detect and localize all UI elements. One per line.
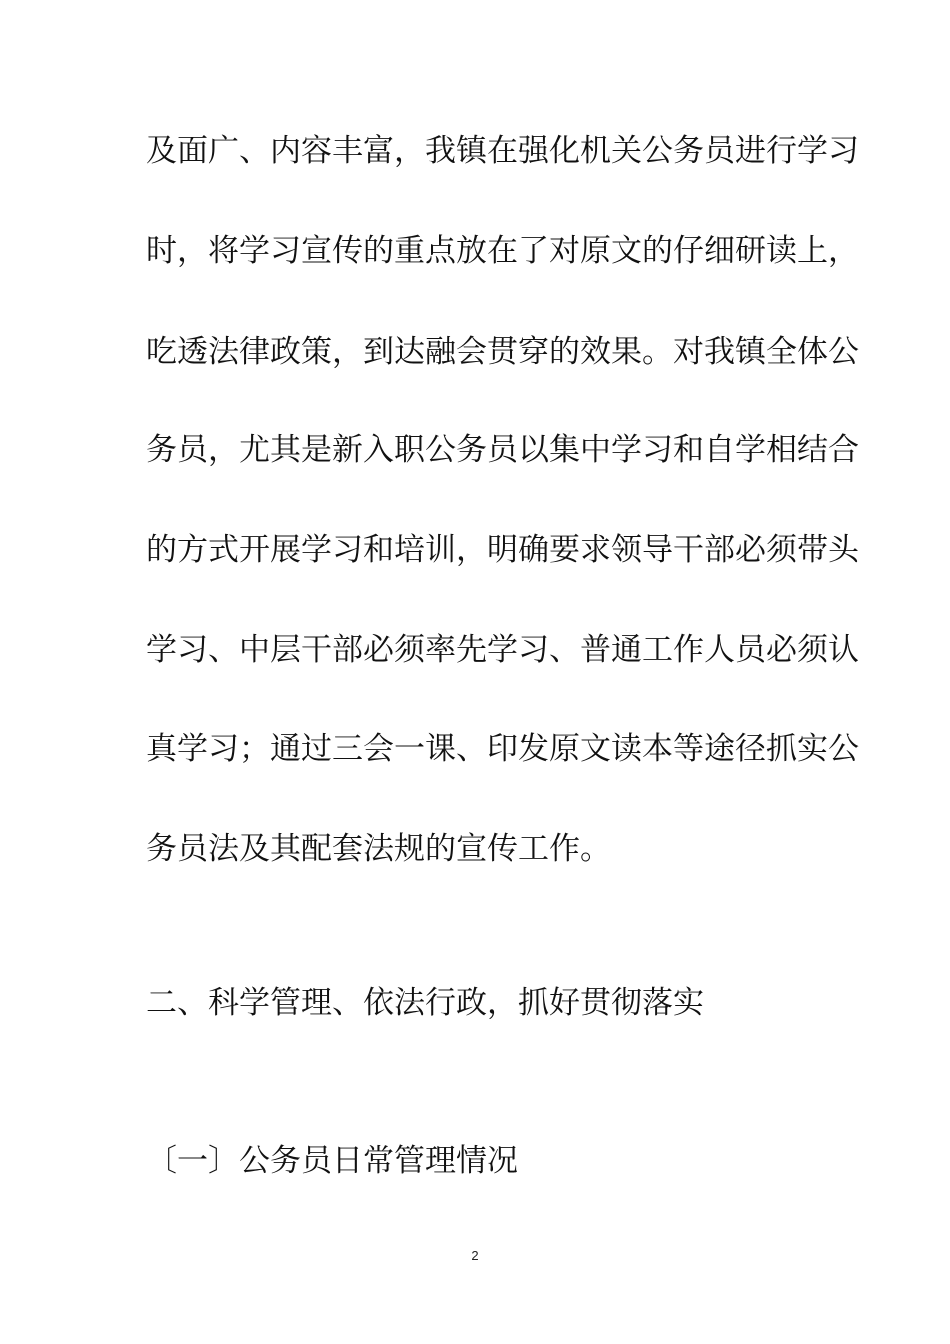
paragraph-line-5: 的方式开展学习和培训，明确要求领导干部必须带头: [146, 532, 859, 568]
paragraph-line-8: 务员法及其配套法规的宣传工作。: [146, 831, 611, 867]
section-heading: 二、科学管理、依法行政，抓好贯彻落实: [146, 985, 704, 1021]
subsection-heading: 〔一〕公务员日常管理情况: [146, 1143, 518, 1179]
paragraph-line-2: 时，将学习宣传的重点放在了对原文的仔细研读上，: [146, 233, 859, 269]
page-number: 2: [471, 1248, 479, 1263]
paragraph-line-7: 真学习；通过三会一课、印发原文读本等途径抓实公: [146, 731, 859, 767]
paragraph-line-1: 及面广、内容丰富，我镇在强化机关公务员进行学习: [146, 133, 859, 169]
paragraph-line-3: 吃透法律政策，到达融会贯穿的效果。对我镇全体公: [146, 334, 859, 370]
paragraph-line-6: 学习、中层干部必须率先学习、普通工作人员必须认: [146, 632, 859, 668]
paragraph-line-4: 务员，尤其是新入职公务员以集中学习和自学相结合: [146, 432, 859, 468]
